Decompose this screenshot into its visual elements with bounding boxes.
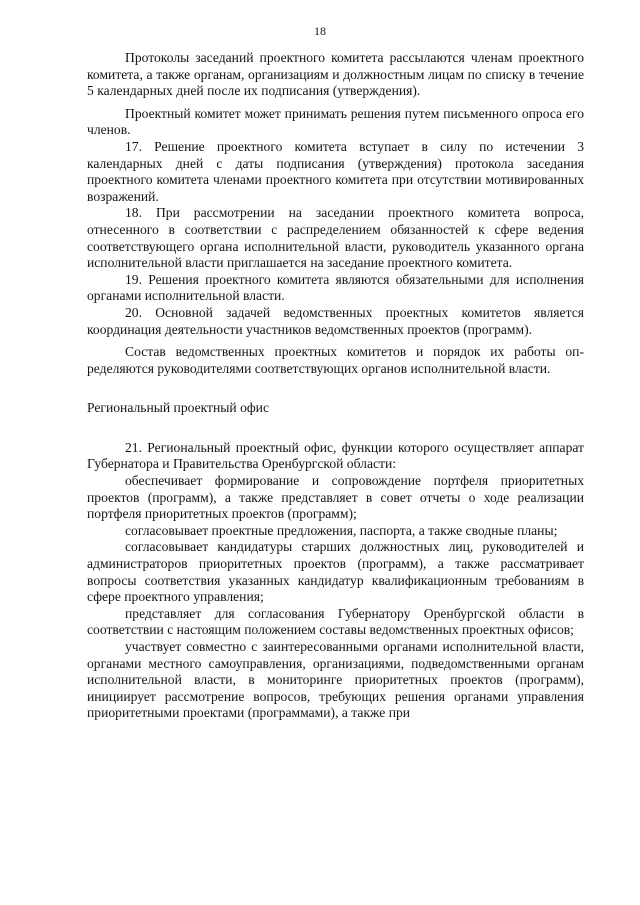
paragraph: Состав ведомственных проектных комитетов и порядок их работы определяются руководителями соответствующих органов исполнительной власти. [87,344,584,376]
list-item: согласовывает проектные предложения, паспорта, а также сводные планы; [125,522,558,538]
list-item: согласовывает кандидатуры старших должностных лиц, руководителей и администраторов приоритетных проектов (программ), а также рассматривает вопросы соответствия указанных кандидатур квалификационным требованиям в сфере проектного управления; [87,539,584,605]
list-item: обеспечивает формирование и сопровождение портфеля приоритетных проектов (программ), а также представляет в совет отчеты о ходе реализации портфеля приоритетных проектов (программ); [87,473,584,522]
paragraph: Проектный комитет может принимать решения путем письменного опроса его членов. [87,105,584,138]
section-heading: Региональный проектный офис [87,400,269,416]
list-item: участвует совместно с заинтересованными органами исполнительной власти, органами местного самоуправления, организациями, подведомственными органам исполнительной власти, в мониторинге приоритетных проектов (программ), инициирует рассмотрение вопросов, требующих решения органами управления приоритетными проектами (программами), а также при [87,639,584,721]
page-number: 18 [314,24,326,38]
document-body [87,50,584,722]
paragraph: 20. Основной задачей ведомственных проектных комитетов является координация деятельности участников ведомственных проектов (программ). [87,304,584,337]
paragraph: 18. При рассмотрении на заседании проектного комитета вопроса, отнесенного в соответствии с распределением обязанностей к сфере ведения соответствующего органа исполнительной власти, руководитель указанного органа исполнительной власти приглашается на заседание проектного комитета. [87,205,584,271]
list-item: представляет для согласования Губернатору Оренбургской области в соответствии с настоящим положением составы ведомственных проектных офисов; [87,605,584,638]
paragraph: 21. Региональный проектный офис, функции которого осуществляет аппарат Губернатора и Правительства Оренбургской области: [87,439,584,472]
paragraph: Протоколы заседаний проектного комитета рассылаются членам проектного комитета, а также органам, организациям и должностным лицам по списку в течение 5 календарных дней после их подписания (утверждения). [87,50,584,99]
paragraph: 19. Решения проектного комитета являются обязательными для исполнения органами исполнительной власти. [87,271,584,304]
paragraph: 17. Решение проектного комитета вступает в силу по истечении 3 календарных дней с даты подписания (утверждения) протокола заседания проектного комитета членами проектного комитета при отсутствии мотивированных возражений. [87,138,584,204]
